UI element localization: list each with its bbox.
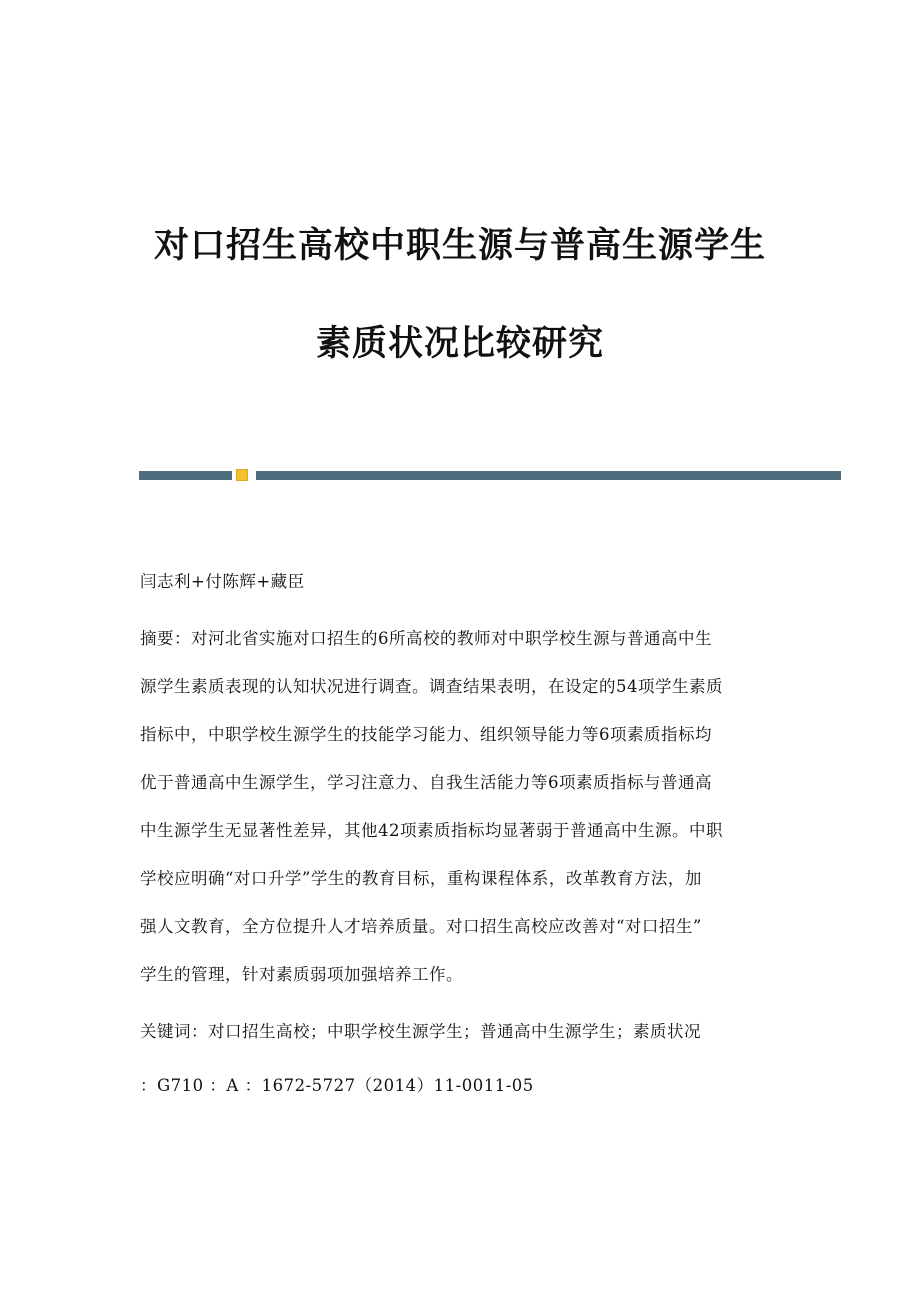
- abstract-line: 学生的管理，针对素质弱项加强培养工作。: [140, 965, 463, 984]
- abstract-line: 优于普通高中生源学生，学习注意力、自我生活能力等6项素质指标与普通高: [140, 773, 712, 792]
- classification-info: ：G710 ：A ：1672-5727（2014）11-0011-05: [140, 1076, 534, 1095]
- divider-bar-right: [256, 471, 841, 480]
- abstract-line: 摘要：对河北省实施对口招生的6所高校的教师对中职学校生源与普通高中生: [140, 629, 712, 648]
- abstract-line: 指标中，中职学校生源学生的技能学习能力、组织领导能力等6项素质指标均: [140, 725, 712, 744]
- abstract-line: 源学生素质表现的认知状况进行调查。调查结果表明，在设定的54项学生素质: [140, 677, 723, 696]
- title-divider: [139, 471, 841, 480]
- abstract-line: 学校应明确“对口升学”学生的教育目标，重构课程体系，改革教育方法，加: [140, 869, 702, 888]
- abstract-line: 中生源学生无显著性差异，其他42项素质指标均显著弱于普通高中生源。中职: [140, 821, 723, 840]
- keywords: 关键词：对口招生高校；中职学校生源学生；普通高中生源学生；素质状况: [140, 1022, 701, 1041]
- authors: 闫志利+付陈辉+藏臣: [140, 572, 305, 591]
- title-line-1: 对口招生高校中职生源与普高生源学生: [153, 225, 766, 266]
- divider-bar-left: [139, 471, 232, 480]
- divider-ornament-icon: [236, 469, 248, 481]
- abstract-line: 强人文教育，全方位提升人才培养质量。对口招生高校应改善对“对口招生”: [140, 917, 702, 936]
- title-line-2: 素质状况比较研究: [315, 323, 604, 364]
